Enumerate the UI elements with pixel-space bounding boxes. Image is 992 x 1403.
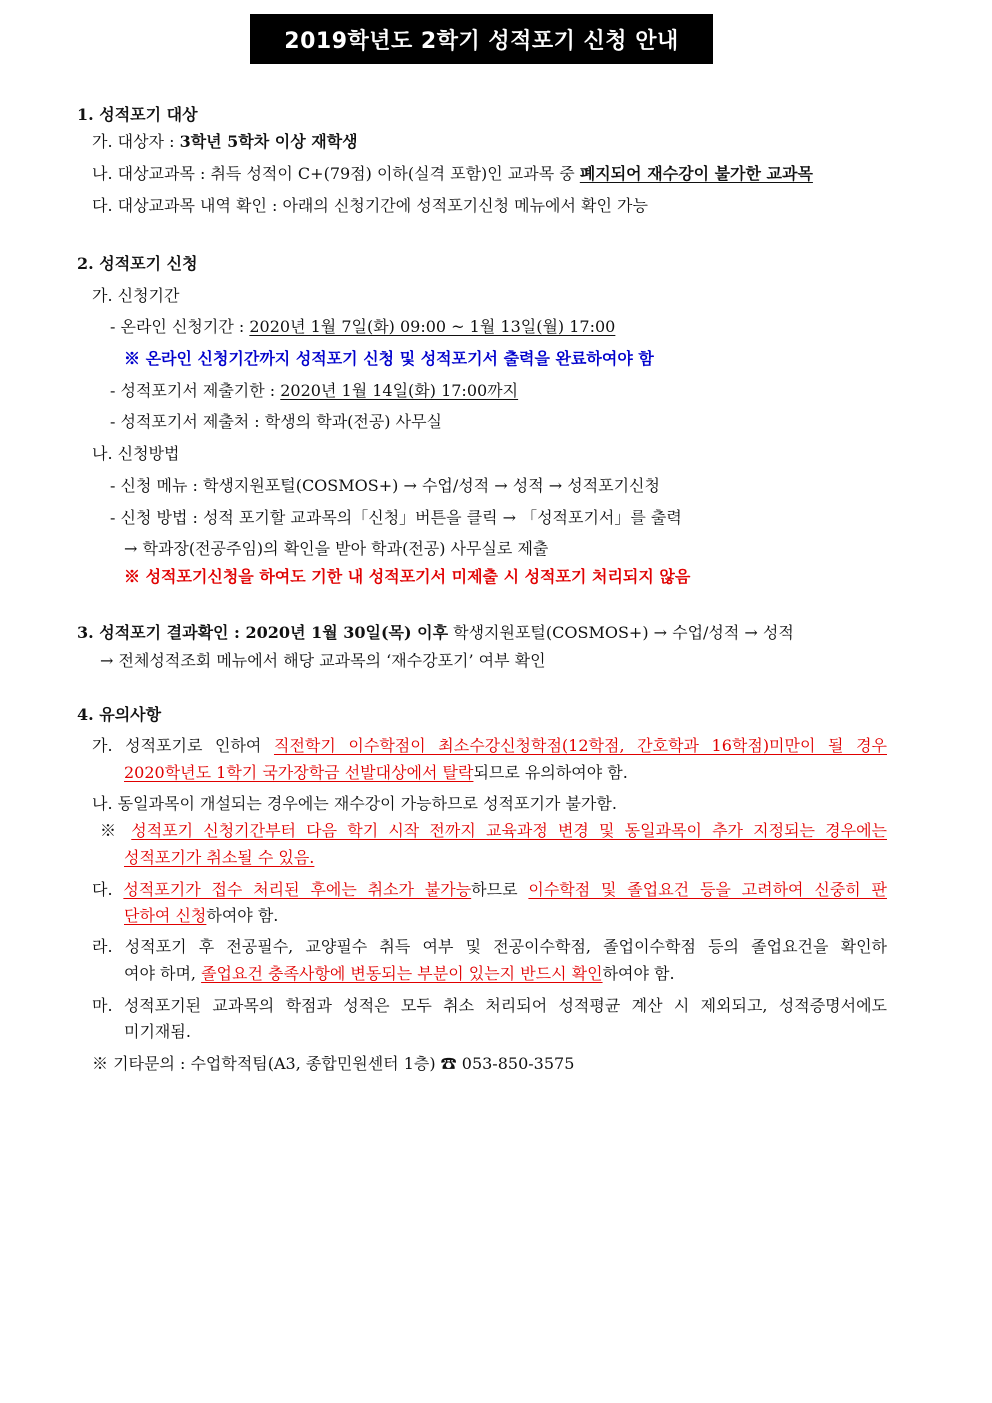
s2-place-line: - 성적포기서 제출처 : 학생의 학과(전공) 사무실 xyxy=(110,412,443,431)
s4-note-mark: ※ xyxy=(100,821,132,840)
s3-path: 학생지원포털(COSMOS+) → 수업/성적 → 성적 xyxy=(448,623,794,642)
s3-line-1 xyxy=(77,622,794,644)
s2-deadline-label: - 성적포기서 제출기한 : xyxy=(110,381,281,400)
s4-c-warning-2: 이수학점 및 졸업요건 등을 고려하여 신중히 판 xyxy=(528,880,887,899)
s4-d-prefix: 여야 하며, xyxy=(124,964,202,983)
s2-deadline-line xyxy=(110,380,518,402)
contact-line: ※ 기타문의 : 수업학적팀(A3, 종합민원센터 1층) ☎ 053-850-3575 xyxy=(92,1054,575,1073)
s2-method-line-2: → 학과장(전공주임)의 확인을 받아 학과(전공) 사무실로 제출 xyxy=(124,539,549,558)
s4-c-line-1 xyxy=(92,879,887,901)
s4-c-prefix: 다. xyxy=(92,880,124,899)
s4-note-warning-1: 성적포기 신청기간부터 다음 학기 시작 전까지 교육과정 변경 및 동일과목이 추가 지정되는 경우에는 xyxy=(131,821,887,840)
s4-e-line-2: 미기재됨. xyxy=(124,1022,191,1041)
s2-method-line-1: - 신청 방법 : 성적 포기할 교과목의「신청」버튼을 클릭 → 「성적포기서」를 출력 xyxy=(110,508,682,527)
s4-d-line-2 xyxy=(124,963,675,985)
s4-a-line-2 xyxy=(124,762,628,784)
s4-a-line-1 xyxy=(92,735,887,757)
s4-c-warning-3: 단하여 신청 xyxy=(124,906,207,925)
s4-a-warning-1: 직전학기 이수학점이 최소수강신청학점(12학점, 간호학과 16학점)미만이 될 경우 xyxy=(273,736,887,755)
s4-d-line-1: 라. 성적포기 후 전공필수, 교양필수 취득 여부 및 전공이수학점, 졸업이수학점 등의 졸업요건을 확인하 xyxy=(92,937,887,956)
s4-c-line-2 xyxy=(124,905,278,927)
s4-b-line: 나. 동일과목이 개설되는 경우에는 재수강이 가능하므로 성적포기가 불가함. xyxy=(92,794,617,813)
s2-method-heading: 나. 신청방법 xyxy=(92,444,180,463)
s4-e-line-1: 마. 성적포기된 교과목의 학점과 성적은 모두 취소 처리되어 성적평균 계산 시 제외되고, 성적증명서에도 xyxy=(92,996,887,1015)
s3-line-2: → 전체성적조회 메뉴에서 해당 교과목의 ‘재수강포기’ 여부 확인 xyxy=(100,651,546,670)
s2-online-value: 2020년 1월 7일(화) 09:00 ~ 1월 13일(월) 17:00 xyxy=(249,317,616,336)
s4-a-suffix: 되므로 유의하여야 함. xyxy=(473,763,628,782)
page-title: 2019학년도 2학기 성적포기 신청 안내 xyxy=(284,28,679,54)
s4-c-suffix: 하여야 함. xyxy=(206,906,279,925)
s4-a-warning-2: 2020학년도 1학기 국가장학금 선발대상에서 탈락 xyxy=(124,763,474,782)
section-3-heading: 3. 성적포기 결과확인 : 2020년 1월 30일(목) 이후 xyxy=(77,623,449,642)
section-4-heading: 4. 유의사항 xyxy=(77,705,162,724)
s1-target-line xyxy=(92,131,358,153)
s1-course-value: 폐지되어 재수강이 불가한 교과목 xyxy=(579,164,813,183)
section-2-heading: 2. 성적포기 신청 xyxy=(77,254,198,273)
s1-course-label: 나. 대상교과목 : 취득 성적이 C+(79점) 이하(실격 포함)인 교과목 중 xyxy=(92,164,580,183)
s4-a-prefix: 가. 성적포기로 인하여 xyxy=(92,736,274,755)
s2-menu-line: - 신청 메뉴 : 학생지원포털(COSMOS+) → 수업/성적 → 성적 → 성적포기신청 xyxy=(110,476,660,495)
s1-check-line: 다. 대상교과목 내역 확인 : 아래의 신청기간에 성적포기신청 메뉴에서 확인 가능 xyxy=(92,196,648,215)
s4-d-warning: 졸업요건 충족사항에 변동되는 부분이 있는지 반드시 확인 xyxy=(201,964,603,983)
s1-target-value: 3학년 5학차 이상 재학생 xyxy=(179,132,358,151)
s2-period-heading: 가. 신청기간 xyxy=(92,286,180,305)
s2-deadline-value: 2020년 1월 14일(화) 17:00까지 xyxy=(280,381,519,400)
s2-method-note: ※ 성적포기신청을 하여도 기한 내 성적포기서 미제출 시 성적포기 처리되지 않음 xyxy=(124,567,691,586)
section-1-heading: 1. 성적포기 대상 xyxy=(77,105,198,124)
s2-online-line xyxy=(110,316,615,338)
s4-note-line-1 xyxy=(100,820,887,842)
s4-note-line-2 xyxy=(124,847,314,869)
s4-d-suffix: 하여야 함. xyxy=(602,964,675,983)
title-banner xyxy=(250,14,713,64)
s4-c-warning-1: 성적포기가 접수 처리된 후에는 취소가 불가능 xyxy=(123,880,472,899)
s1-course-line xyxy=(92,163,813,185)
s4-note-warning-2: 성적포기가 취소될 수 있음. xyxy=(124,848,315,867)
s2-online-label: - 온라인 신청기간 : xyxy=(110,317,250,336)
s4-c-middle: 하므로 xyxy=(471,880,529,899)
s1-target-label: 가. 대상자 : xyxy=(92,132,180,151)
s2-online-note: ※ 온라인 신청기간까지 성적포기 신청 및 성적포기서 출력을 완료하여야 함 xyxy=(124,349,654,368)
